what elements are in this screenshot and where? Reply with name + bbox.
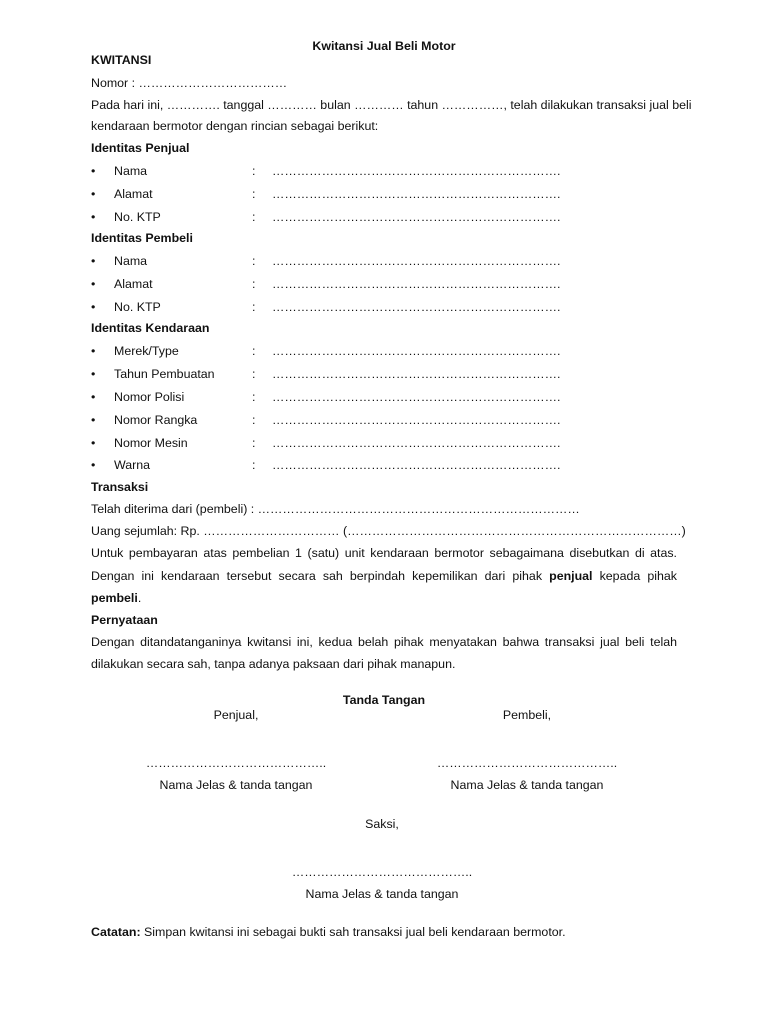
transfer-text-b: kepada pihak (592, 569, 677, 583)
statement-line-2: dilakukan secara sah, tanpa adanya paksaan dari pihak manapun. (91, 657, 456, 671)
field-colon: : (252, 458, 256, 472)
transaction-heading: Transaksi (91, 480, 149, 494)
signature-heading: Tanda Tangan (342, 693, 426, 707)
note-label: Catatan: (91, 925, 141, 939)
bullet: • (91, 187, 96, 201)
received-from-line: Telah diterima dari (pembeli) : …………………………………………………………………… (91, 502, 580, 516)
field-colon: : (252, 344, 256, 358)
bullet: • (91, 254, 96, 268)
field-colon: : (252, 300, 256, 314)
document-title: Kwitansi Jual Beli Motor (312, 39, 456, 53)
transfer-line-1 (91, 569, 677, 583)
field-blank: ……………………………………………………………. (272, 300, 561, 314)
transfer-seller-bold: penjual (549, 569, 593, 583)
field-colon: : (252, 164, 256, 178)
field-colon: : (252, 436, 256, 450)
field-label: No. KTP (114, 210, 161, 224)
buyer-signature-label: Pembeli, (502, 708, 552, 722)
buyer-name-caption: Nama Jelas & tanda tangan (450, 778, 604, 792)
field-blank: ……………………………………………………………. (272, 344, 561, 358)
field-colon: : (252, 413, 256, 427)
field-blank: ……………………………………………………………. (272, 254, 561, 268)
transfer-line-2 (91, 591, 141, 605)
bullet: • (91, 277, 96, 291)
note-text: Simpan kwitansi ini sebagai bukti sah transaksi jual beli kendaraan bermotor. (140, 925, 566, 939)
intro-line-1: Pada hari ini, …………. tanggal ………… bulan ………… tahun ……………, telah dilakukan transaksi jual beli (91, 98, 692, 112)
seller-signature-line: …………………………………….. (145, 756, 327, 770)
transfer-end: . (137, 591, 142, 605)
field-label: Nomor Rangka (114, 413, 198, 427)
bullet: • (91, 210, 96, 224)
buyer-heading: Identitas Pembeli (91, 231, 193, 245)
bullet: • (91, 413, 96, 427)
field-blank: ……………………………………………………………. (272, 436, 561, 450)
field-colon: : (252, 210, 256, 224)
witness-signature-line: …………………………………….. (291, 865, 473, 879)
bullet: • (91, 164, 96, 178)
vehicle-heading: Identitas Kendaraan (91, 321, 210, 335)
field-blank: ……………………………………………………………. (272, 187, 561, 201)
purpose-line: Untuk pembayaran atas pembelian 1 (satu) unit kendaraan bermotor sebagaimana disebutkan di atas. (91, 546, 677, 560)
field-label: Tahun Pembuatan (114, 367, 215, 381)
buyer-signature-line: …………………………………….. (436, 756, 618, 770)
seller-heading: Identitas Penjual (91, 141, 190, 155)
bullet: • (91, 300, 96, 314)
bullet: • (91, 367, 96, 381)
field-blank: ……………………………………………………………. (272, 367, 561, 381)
field-label: Alamat (114, 277, 153, 291)
bullet: • (91, 436, 96, 450)
witness-name-caption: Nama Jelas & tanda tangan (305, 887, 459, 901)
statement-line-1: Dengan ditandatanganinya kwitansi ini, kedua belah pihak menyatakan bahwa transaksi jual beli telah (91, 635, 677, 649)
seller-name-caption: Nama Jelas & tanda tangan (159, 778, 313, 792)
field-label: No. KTP (114, 300, 161, 314)
transfer-text-a: Dengan ini kendaraan tersebut secara sah berpindah kepemilikan dari pihak (91, 569, 550, 583)
field-colon: : (252, 187, 256, 201)
field-blank: ……………………………………………………………. (272, 164, 561, 178)
field-colon: : (252, 254, 256, 268)
field-blank: ……………………………………………………………. (272, 210, 561, 224)
field-blank: ……………………………………………………………. (272, 413, 561, 427)
amount-line: Uang sejumlah: Rp. …………………………… (………………………………………………………………………) (91, 524, 686, 538)
field-label: Nama (114, 254, 148, 268)
receipt-number: Nomor : ……………………………… (91, 76, 288, 90)
field-colon: : (252, 277, 256, 291)
field-colon: : (252, 390, 256, 404)
field-label: Warna (114, 458, 151, 472)
bullet: • (91, 344, 96, 358)
witness-label: Saksi, (365, 817, 399, 831)
bullet: • (91, 458, 96, 472)
bullet: • (91, 390, 96, 404)
transfer-buyer-bold: pembeli (91, 591, 138, 605)
field-label: Nomor Mesin (114, 436, 188, 450)
intro-line-2: kendaraan bermotor dengan rincian sebagai berikut: (91, 119, 379, 133)
field-label: Alamat (114, 187, 153, 201)
field-label: Merek/Type (114, 344, 179, 358)
field-label: Nomor Polisi (114, 390, 185, 404)
note-line (91, 925, 566, 939)
field-colon: : (252, 367, 256, 381)
field-blank: ……………………………………………………………. (272, 277, 561, 291)
receipt-heading: KWITANSI (91, 53, 152, 67)
statement-heading: Pernyataan (91, 613, 158, 627)
seller-signature-label: Penjual, (213, 708, 259, 722)
field-label: Nama (114, 164, 148, 178)
field-blank: ……………………………………………………………. (272, 390, 561, 404)
field-blank: ……………………………………………………………. (272, 458, 561, 472)
